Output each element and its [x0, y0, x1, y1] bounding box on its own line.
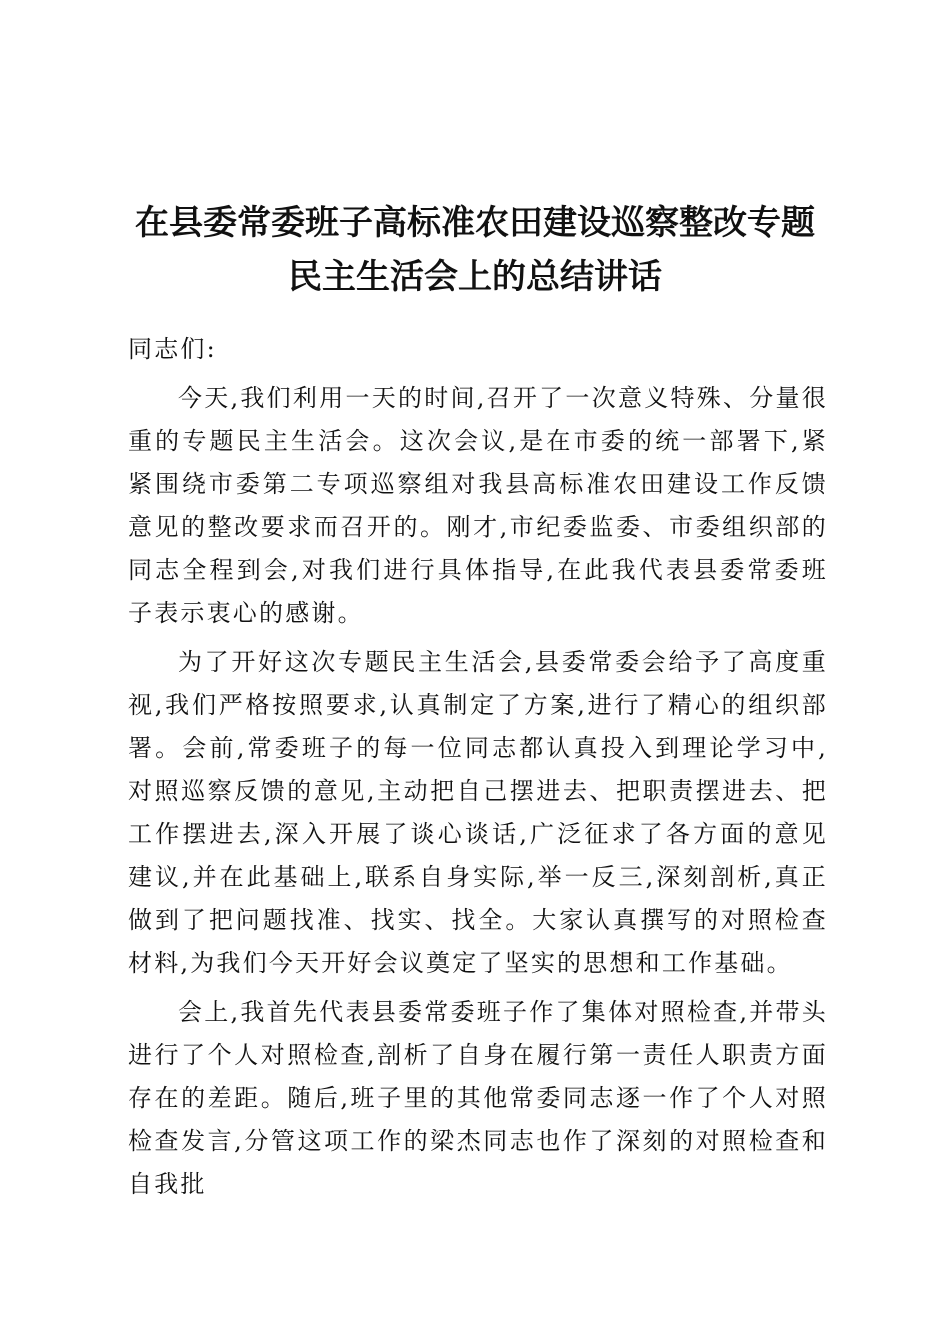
document-body — [128, 328, 828, 1212]
salutation: 同志们: — [128, 335, 217, 363]
document-title — [110, 196, 840, 304]
paragraph-1: 今天,我们利用一天的时间,召开了一次意义特殊、分量很重的专题民主生活会。这次会议,是在市委的统一部署下,紧紧围绕市委第二专项巡察组对我县高标准农田建设工作反馈意见的整改要求而召开的。刚才,市纪委监委、市委组织部的同志全程到会,对我们进行具体指导,在此我代表县委常委班子表示衷心的感谢。 — [128, 384, 828, 627]
title-line-2: 民主生活会上的总结讲话 — [288, 257, 662, 297]
title-line-1: 在县委常委班子高标准农田建设巡察整改专题 — [135, 203, 815, 243]
paragraph-3: 会上,我首先代表县委常委班子作了集体对照检查,并带头进行了个人对照检查,剖析了自身在履行第一责任人职责方面存在的差距。随后,班子里的其他常委同志逐一作了个人对照检查发言,分管这项工作的梁杰同志也作了深刻的对照检查和自我批 — [128, 998, 828, 1198]
paragraph-2: 为了开好这次专题民主生活会,县委常委会给予了高度重视,我们严格按照要求,认真制定了方案,进行了精心的组织部署。会前,常委班子的每一位同志都认真投入到理论学习中,对照巡察反馈的意见,主动把自己摆进去、把职责摆进去、把工作摆进去,深入开展了谈心谈话,广泛征求了各方面的意见建议,并在此基础上,联系自身实际,举一反三,深刻剖析,真正做到了把问题找准、找实、找全。大家认真撰写的对照检查材料,为我们今天开好会议奠定了坚实的思想和工作基础。 — [128, 648, 828, 977]
